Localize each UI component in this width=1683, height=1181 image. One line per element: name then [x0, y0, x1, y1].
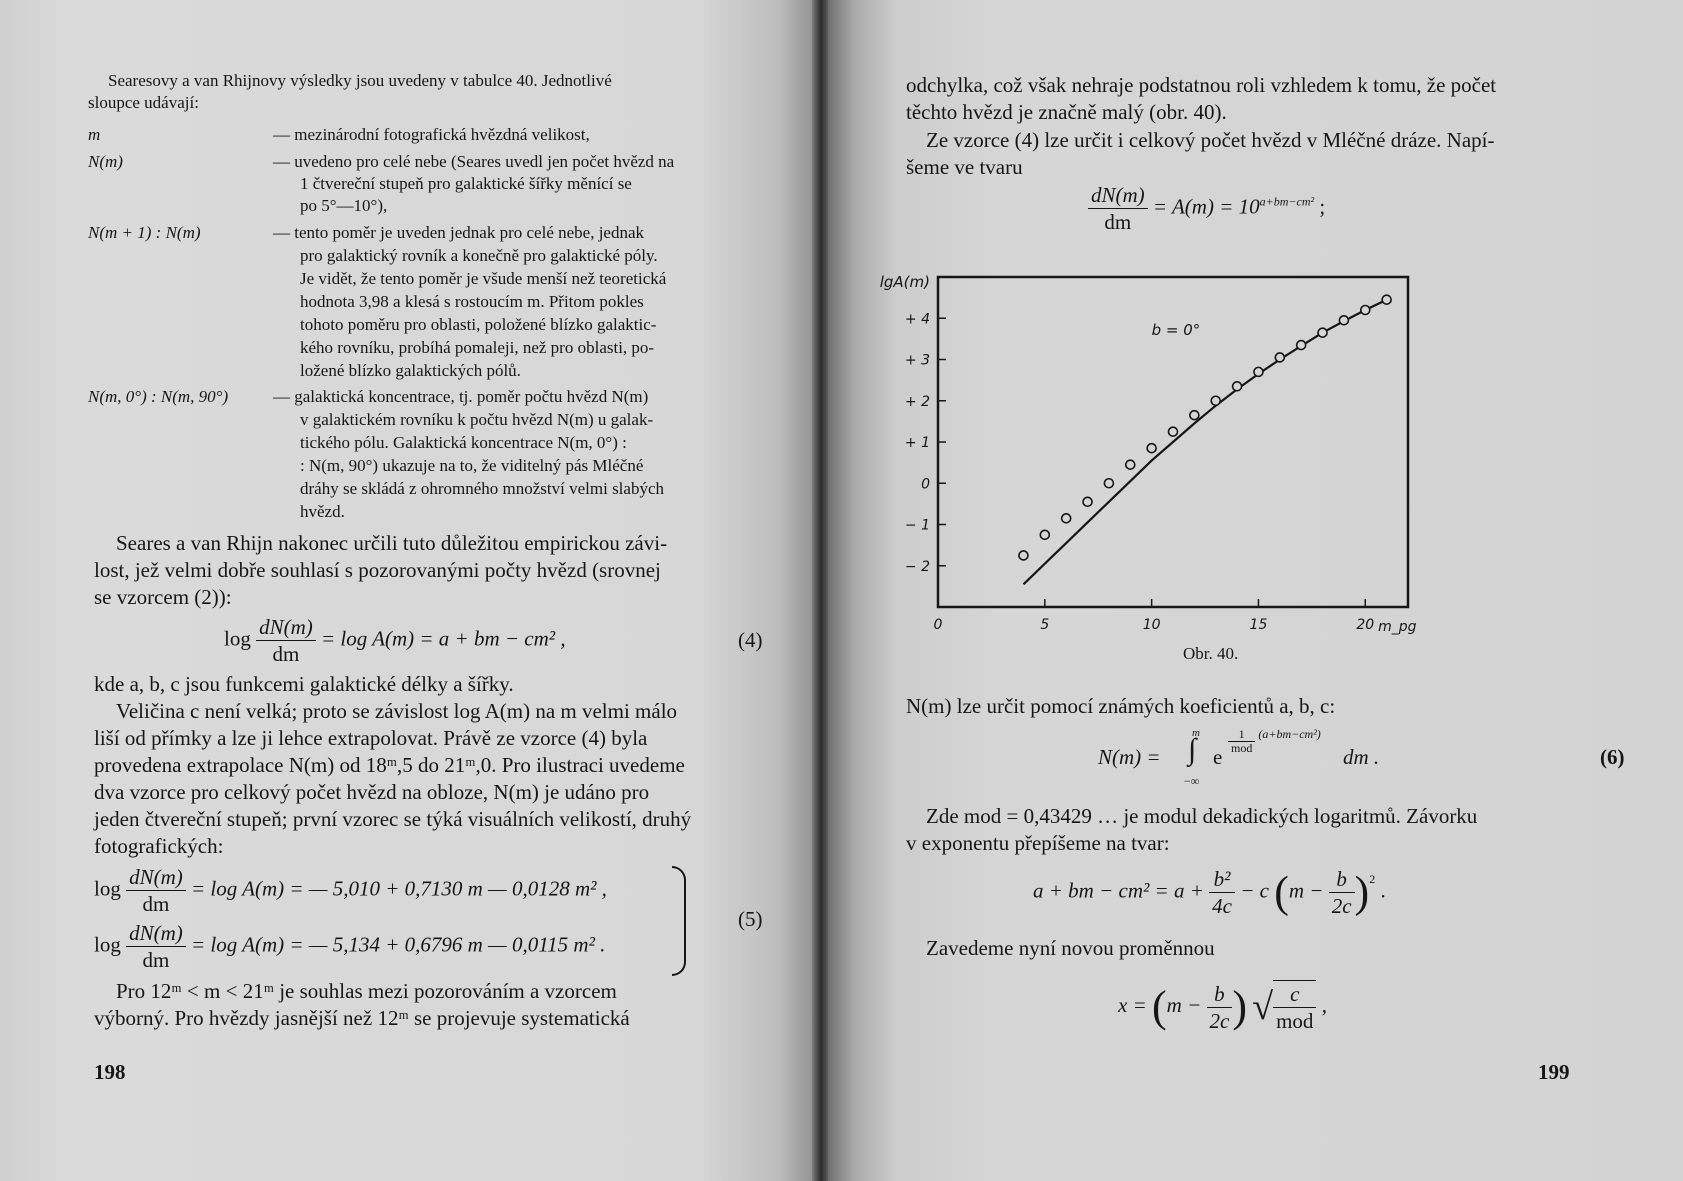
- data-point: [1169, 427, 1178, 436]
- paragraph-line: Ze vzorce (4) lze určit i celkový počet hvězd v Mléčné dráze. Napí-: [926, 128, 1495, 152]
- eq5-rhs-2: = log A(m) = — 5,134 + 0,6796 m — 0,0115 m² .: [191, 932, 606, 957]
- y-tick-label: − 1: [904, 517, 930, 534]
- page-199: [828, 0, 1683, 1181]
- eq4-fraction: [256, 614, 316, 667]
- eq7-square: 2: [1369, 872, 1376, 886]
- eq8-radical-fraction: [1273, 980, 1316, 1034]
- x-tick-label: 0: [933, 617, 943, 633]
- data-point: [1190, 411, 1199, 420]
- equation-5-brace: [672, 866, 686, 976]
- page-number: 199: [1538, 1060, 1570, 1084]
- y-tick-label: + 4: [904, 311, 930, 328]
- eq6-lhs: N(m) =: [1098, 745, 1161, 769]
- paragraph-line: fotografických:: [94, 834, 224, 858]
- def-line: dráhy se skládá z ohromného množství velmi slabých: [300, 479, 664, 498]
- paragraph-line: v exponentu přepíšeme na tvar:: [906, 831, 1170, 855]
- equation-5-line-2: [94, 920, 605, 973]
- eq8-radical-sign: √: [1252, 986, 1274, 1028]
- paragraph-line: Zavedeme nyní novou proměnnou: [926, 936, 1215, 960]
- equation-4: [224, 614, 566, 667]
- eq8-f-num: b: [1207, 981, 1233, 1008]
- figure-40-chart: [878, 262, 1458, 642]
- eq8-f-den: 2c: [1209, 1008, 1230, 1033]
- paragraph-line: liší od přímky a lze ji lehce extrapolovat. Právě ze vzorce (4) byla: [94, 726, 648, 750]
- def-line: ložené blízko galaktických pólů.: [300, 361, 521, 380]
- fit-curve: [1024, 300, 1387, 585]
- equation-5-tag: (5): [738, 907, 763, 931]
- eq4-log: log: [224, 626, 251, 651]
- x-tick-label: 20: [1356, 617, 1375, 633]
- paragraph-line: jeden čtvereční stupeň; první vzorec se týká visuálních velikostí, druhý: [94, 807, 692, 831]
- data-point: [1275, 353, 1284, 362]
- def-line: — galaktická koncentrace, tj. poměr počtu hvězd N(m): [273, 387, 649, 406]
- figure-caption: Obr. 40.: [1183, 644, 1239, 663]
- def-line: tohoto poměru pro oblasti, položené blízko galaktic-: [300, 315, 657, 334]
- def-line: — tento poměr je uveden jednak pro celé nebe, jednak: [273, 223, 645, 242]
- eq7-close-paren: ): [1354, 867, 1370, 917]
- eq8-close-paren: ): [1232, 982, 1247, 1031]
- def-term: N(m): [88, 152, 123, 171]
- eq5-den: dm: [142, 892, 170, 916]
- eq5-log: log: [94, 932, 121, 957]
- eq6-exp-den: mod: [1231, 741, 1253, 755]
- data-point: [1254, 367, 1263, 376]
- eq8-fraction: [1207, 981, 1233, 1034]
- data-point: [1211, 396, 1220, 405]
- paragraph-line: N(m) lze určit pomocí známých koeficientů a, b, c:: [906, 694, 1336, 718]
- eq6-exp-num: 1: [1228, 728, 1255, 742]
- paragraph-line: výborný. Pro hvězdy jasnější než 12ᵐ se projevuje systematická: [94, 1006, 630, 1030]
- y-tick-label: − 2: [904, 558, 930, 575]
- eq6-exponent: [1228, 728, 1321, 755]
- data-point: [1062, 514, 1071, 523]
- paragraph-line: se vzorcem (2)):: [94, 585, 232, 609]
- y-tick-label: + 3: [904, 352, 930, 369]
- eq8-open-paren: (: [1152, 982, 1167, 1031]
- data-point: [1126, 460, 1135, 469]
- paragraph-line: Pro 12ᵐ < m < 21ᵐ je souhlas mezi pozorováním a vzorcem: [116, 979, 617, 1003]
- eq6-exp-tail: (a+bm−cm²): [1258, 727, 1321, 741]
- eq5-log: log: [94, 876, 121, 901]
- data-point: [1040, 530, 1049, 539]
- eq7-fraction-2: [1329, 866, 1355, 919]
- def-line: po 5°—10°),: [300, 196, 388, 215]
- equation-top: [1088, 182, 1325, 235]
- page-number: 198: [94, 1060, 126, 1084]
- eq6-lower: −∞: [1184, 774, 1200, 788]
- eq7-f2-num: b: [1329, 866, 1355, 893]
- eq8-m: m −: [1166, 992, 1202, 1017]
- data-point: [1297, 341, 1306, 350]
- x-tick-label: 5: [1040, 617, 1050, 633]
- eq4-num: dN(m): [256, 614, 316, 641]
- eq7-f1-num: b²: [1209, 866, 1235, 893]
- eq8-end: ,: [1321, 992, 1327, 1017]
- data-point: [1339, 316, 1348, 325]
- equation-5-line-1: [94, 864, 607, 917]
- data-point: [1083, 497, 1092, 506]
- eq5-num: dN(m): [126, 864, 186, 891]
- x-tick-label: 10: [1142, 617, 1161, 633]
- eq7-f1-den: 4c: [1212, 894, 1232, 918]
- eqtop-num: dN(m): [1088, 182, 1148, 209]
- eq7-fraction-1: [1209, 866, 1235, 919]
- def-line: : N(m, 90°) ukazuje na to, že viditelný pás Mléčné: [300, 456, 644, 475]
- y-tick-label: + 1: [904, 435, 930, 451]
- def-line: pro galaktický rovník a konečně pro galaktické póly.: [300, 246, 658, 265]
- eqtop-end: ;: [1314, 194, 1326, 219]
- eq5-fraction: [126, 864, 186, 917]
- def-term: m: [88, 125, 101, 144]
- def-line: — uvedeno pro celé nebe (Seares uvedl jen počet hvězd na: [273, 152, 675, 171]
- def-line: kého rovníku, probíhá pomaleji, než pro oblasti, po-: [300, 338, 655, 357]
- eq7-end: .: [1380, 878, 1386, 903]
- eq5-den: dm: [142, 948, 170, 972]
- paragraph-line: provedena extrapolace N(m) od 18ᵐ,5 do 21ᵐ,0. Pro ilustraci uvedeme: [94, 753, 685, 777]
- eq7-f2-den: 2c: [1331, 894, 1352, 918]
- eq4-den: dm: [272, 642, 300, 666]
- intro-line-1: Searesovy a van Rhijnovy výsledky jsou uvedeny v tabulce 40. Jednotlivé: [108, 71, 612, 90]
- def-term: N(m, 0°) : N(m, 90°): [88, 387, 229, 406]
- eq5-num: dN(m): [126, 920, 186, 947]
- equation-7: [1033, 866, 1386, 919]
- intro-line-2: sloupce udávají:: [88, 93, 199, 112]
- def-line: Je vidět, že tento poměr je všude menší než teoretická: [300, 269, 667, 288]
- eq4-rhs: = log A(m) = a + bm − cm² ,: [321, 626, 566, 651]
- data-point: [1147, 444, 1156, 453]
- paragraph-line: Zde mod = 0,43429 … je modul dekadických logaritmů. Závorku: [926, 804, 1478, 828]
- eqtop-fraction: [1088, 182, 1148, 235]
- eqtop-rhs: = A(m) = 10: [1152, 194, 1260, 219]
- eqtop-exponent: a+bm−cm²: [1259, 194, 1315, 209]
- paragraph-line: Seares a van Rhijn nakonec určili tuto důležitou empirickou závi-: [116, 531, 668, 555]
- chart-annotation: b = 0°: [1151, 320, 1201, 339]
- data-point: [1361, 306, 1370, 315]
- eq6-end: dm .: [1343, 745, 1380, 769]
- equation-4-tag: (4): [738, 628, 763, 652]
- eq5-fraction: [126, 920, 186, 973]
- y-tick-label: + 2: [904, 393, 930, 410]
- y-tick-label: 0: [921, 476, 930, 493]
- paragraph-line: lost, jež velmi dobře souhlasí s pozorovanými počty hvězd (srovnej: [94, 558, 661, 582]
- eqtop-den: dm: [1104, 210, 1132, 234]
- eq7-m: m −: [1288, 878, 1324, 903]
- def-line: — mezinárodní fotografická hvězdná velikost,: [273, 125, 590, 144]
- def-line: hvězd.: [300, 502, 345, 521]
- data-point: [1104, 479, 1113, 488]
- def-line: tického pólu. Galaktická koncentrace N(m, 0°) :: [300, 433, 627, 452]
- eq7-lhs: a + bm − cm² = a +: [1033, 878, 1204, 903]
- def-line: v galaktickém rovníku k počtu hvězd N(m) u galak-: [300, 410, 654, 429]
- paragraph-line: Veličina c není velká; proto se závislost log A(m) na m velmi málo: [116, 699, 678, 723]
- paragraph-line: odchylka, což však nehraje podstatnou roli vzhledem k tomu, že počet: [906, 73, 1497, 97]
- data-point: [1233, 382, 1242, 391]
- paragraph-line: kde a, b, c jsou funkcemi galaktické délky a šířky.: [94, 672, 514, 696]
- def-line: hodnota 3,98 a klesá s rostoucím m. Přitom pokles: [300, 292, 644, 311]
- page-198: [0, 0, 820, 1181]
- eq6-integral: ∫: [1188, 733, 1197, 766]
- data-point: [1318, 328, 1327, 337]
- equation-8: [1118, 980, 1327, 1034]
- eq6-upper: m: [1192, 727, 1200, 739]
- eq6-e: e: [1213, 745, 1223, 769]
- data-point: [1382, 295, 1391, 304]
- eq8-rad-den: mod: [1276, 1009, 1314, 1033]
- paragraph-line: šeme ve tvaru: [906, 155, 1023, 179]
- eq8-lhs: x =: [1118, 992, 1147, 1017]
- eq5-rhs-1: = log A(m) = — 5,010 + 0,7130 m — 0,0128 m² ,: [191, 876, 607, 901]
- equation-6-tag: (6): [1600, 745, 1625, 769]
- eq8-rad-num: c: [1273, 981, 1316, 1008]
- data-point: [1019, 551, 1028, 560]
- def-line: 1 čtvereční stupeň pro galaktické šířky měnící se: [300, 174, 632, 193]
- eq7-mid: − c: [1240, 878, 1269, 903]
- y-axis-label: lgA(m): [879, 273, 930, 291]
- paragraph-line: dva vzorce pro celkový počet hvězd na obloze, N(m) je udáno pro: [94, 780, 650, 804]
- eq6-exp-fraction: [1228, 728, 1255, 755]
- x-tick-label: 15: [1249, 617, 1268, 633]
- def-term: N(m + 1) : N(m): [88, 223, 201, 242]
- eq7-open-paren: (: [1274, 867, 1289, 917]
- paragraph-line: těchto hvězd je značně malý (obr. 40).: [906, 100, 1227, 124]
- x-axis-label: m_pg: [1378, 619, 1417, 635]
